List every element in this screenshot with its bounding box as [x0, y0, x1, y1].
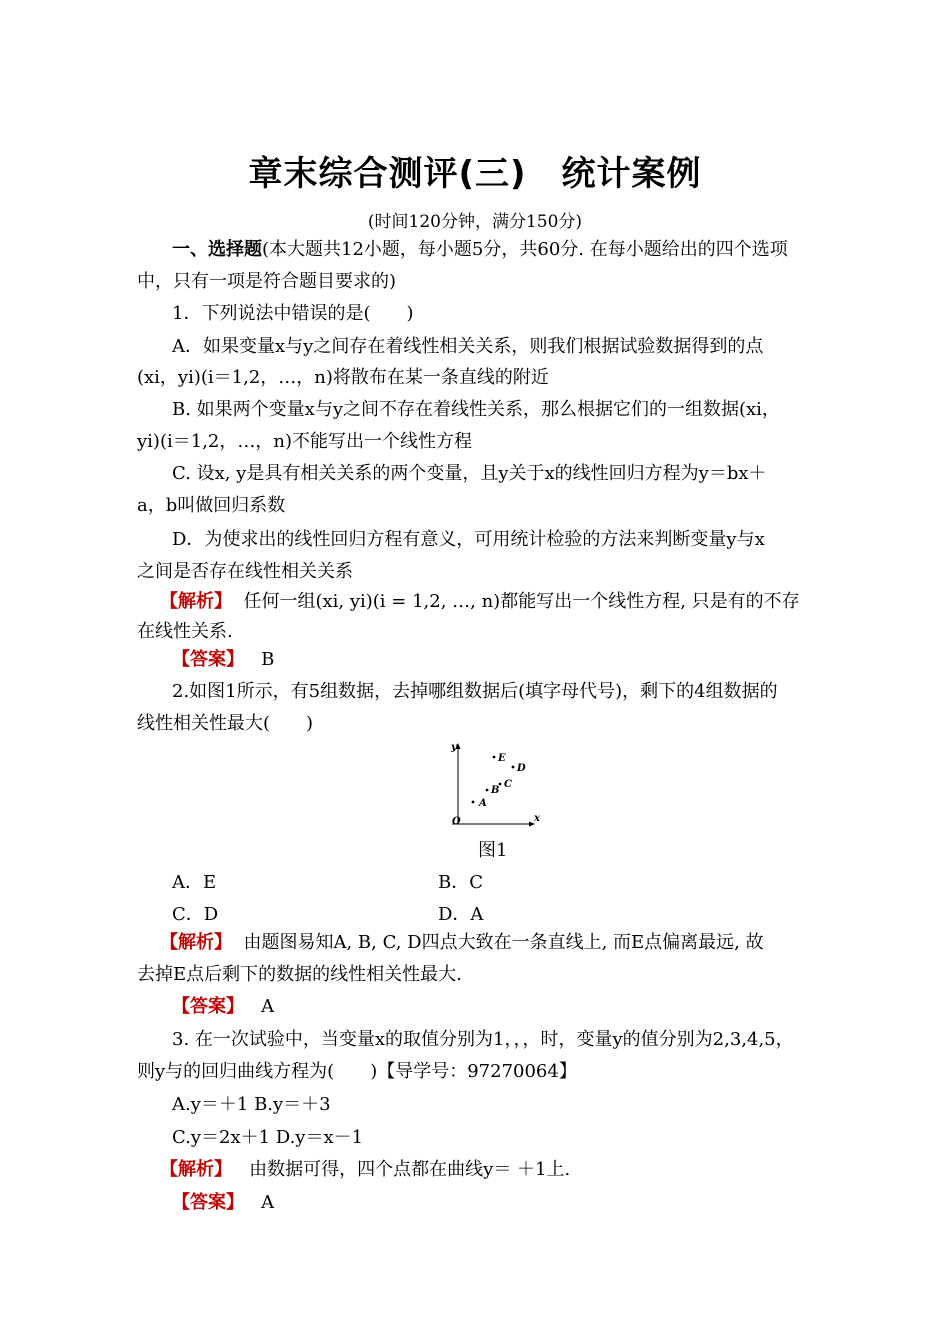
q1-option-a-line2: (xi，yi)(i＝1,2，…，n)将散布在某一条直线的附近	[137, 367, 549, 388]
point-b	[486, 789, 489, 792]
q2-answer-tag: 【答案】	[172, 996, 244, 1017]
q1-jiexi-tag: 【解析】	[160, 591, 232, 612]
section-text-1: (本大题共12小题，每小题5分，共60分. 在每小题给出的四个选项	[262, 239, 788, 260]
point-a-label: A	[479, 798, 487, 809]
q1-jiexi	[160, 590, 800, 614]
q3-stem-line2: 则y与的回归曲线方程为( )【导学号：97270064】	[137, 1061, 577, 1082]
q2-jiexi	[160, 931, 764, 955]
point-c-label: C	[504, 779, 512, 790]
q1-jiexi-line2: 在线性关系.	[137, 621, 233, 642]
point-d	[512, 766, 515, 769]
q2-jiexi-text: 由题图易知A, B, C, D四点大致在一条直线上, 而E点偏离最远, 故	[243, 932, 764, 953]
q2-answer	[172, 995, 274, 1019]
q2-option-d: D．A	[438, 904, 484, 925]
q1-answer-value: B	[261, 649, 275, 670]
q1-stem: 1．下列说法中错误的是( )	[172, 303, 414, 324]
q2-jiexi-tag: 【解析】	[160, 932, 232, 953]
q1-option-c-line2: a，b叫做回归系数	[137, 495, 286, 516]
figure-caption: 图1	[478, 840, 508, 861]
section-header	[172, 238, 788, 262]
q3-answer-value: A	[261, 1192, 275, 1213]
section-text-2: 中，只有一项是符合题目要求的)	[137, 271, 397, 292]
q3-jiexi-text: 由数据可得，四个点都在曲线y＝ ＋1上.	[249, 1159, 571, 1180]
q1-jiexi-text: 任何一组(xi, yi)(i = 1,2, …, n)都能写出一个线性方程, 只是有的不存	[243, 591, 800, 612]
q2-option-b: B．C	[438, 872, 483, 893]
y-axis-label: y	[451, 742, 457, 753]
point-d-label: D	[517, 763, 526, 774]
q2-option-c: C．D	[172, 904, 219, 925]
point-c	[499, 783, 502, 786]
q3-jiexi	[160, 1158, 570, 1182]
q3-options-cd: C.y＝2x＋1 D.y＝x－1	[172, 1127, 364, 1148]
q3-jiexi-tag: 【解析】	[160, 1159, 232, 1180]
scatter-figure	[438, 740, 548, 832]
q3-options-ab: A.y＝＋1 B.y＝＋3	[172, 1094, 331, 1115]
origin-label: O	[452, 816, 461, 827]
point-e-label: E	[498, 753, 506, 764]
point-b-label: B	[491, 785, 500, 796]
q1-option-d-line1: D．为使求出的线性回归方程有意义，可用统计检验的方法来判断变量y与x	[172, 529, 765, 550]
q1-answer-tag: 【答案】	[172, 649, 244, 670]
section-head: 一、选择题	[172, 239, 262, 260]
point-a	[472, 801, 475, 804]
q2-answer-value: A	[261, 996, 275, 1017]
q3-answer	[172, 1191, 274, 1215]
q3-stem-line1: 3. 在一次试验中，当变量x的取值分别为1，，，时，变量y的值分别为2,3,4,5，	[172, 1029, 794, 1050]
point-e	[493, 756, 496, 759]
q1-option-b-line1: B. 如果两个变量x与y之间不存在着线性关系，那么根据它们的一组数据(xi，	[172, 399, 780, 420]
q1-option-b-line2: yi)(i＝1,2，…，n)不能写出一个线性方程	[137, 431, 472, 452]
q3-answer-tag: 【答案】	[172, 1192, 244, 1213]
q1-option-c-line1: C. 设x, y是具有相关关系的两个变量，且y关于x的线性回归方程为y＝bx＋	[172, 463, 767, 484]
page-title: 章末综合测评(三) 统计案例	[248, 154, 702, 194]
page-subtitle: (时间120分钟，满分150分)	[367, 212, 583, 232]
q2-stem-line2: 线性相关性最大( )	[137, 713, 314, 734]
x-axis-label: x	[534, 813, 540, 824]
q1-answer	[172, 648, 274, 672]
q1-option-a-line1: A．如果变量x与y之间存在着线性相关关系，则我们根据试验数据得到的点	[172, 336, 764, 357]
q1-option-d-line2: 之间是否存在线性相关关系	[137, 561, 353, 582]
q2-option-a: A．E	[172, 872, 217, 893]
q2-jiexi-line2: 去掉E点后剩下的数据的线性相关性最大.	[137, 964, 462, 985]
q2-stem-line1: 2.如图1所示，有5组数据，去掉哪组数据后(填字母代号)，剩下的4组数据的	[172, 681, 778, 702]
